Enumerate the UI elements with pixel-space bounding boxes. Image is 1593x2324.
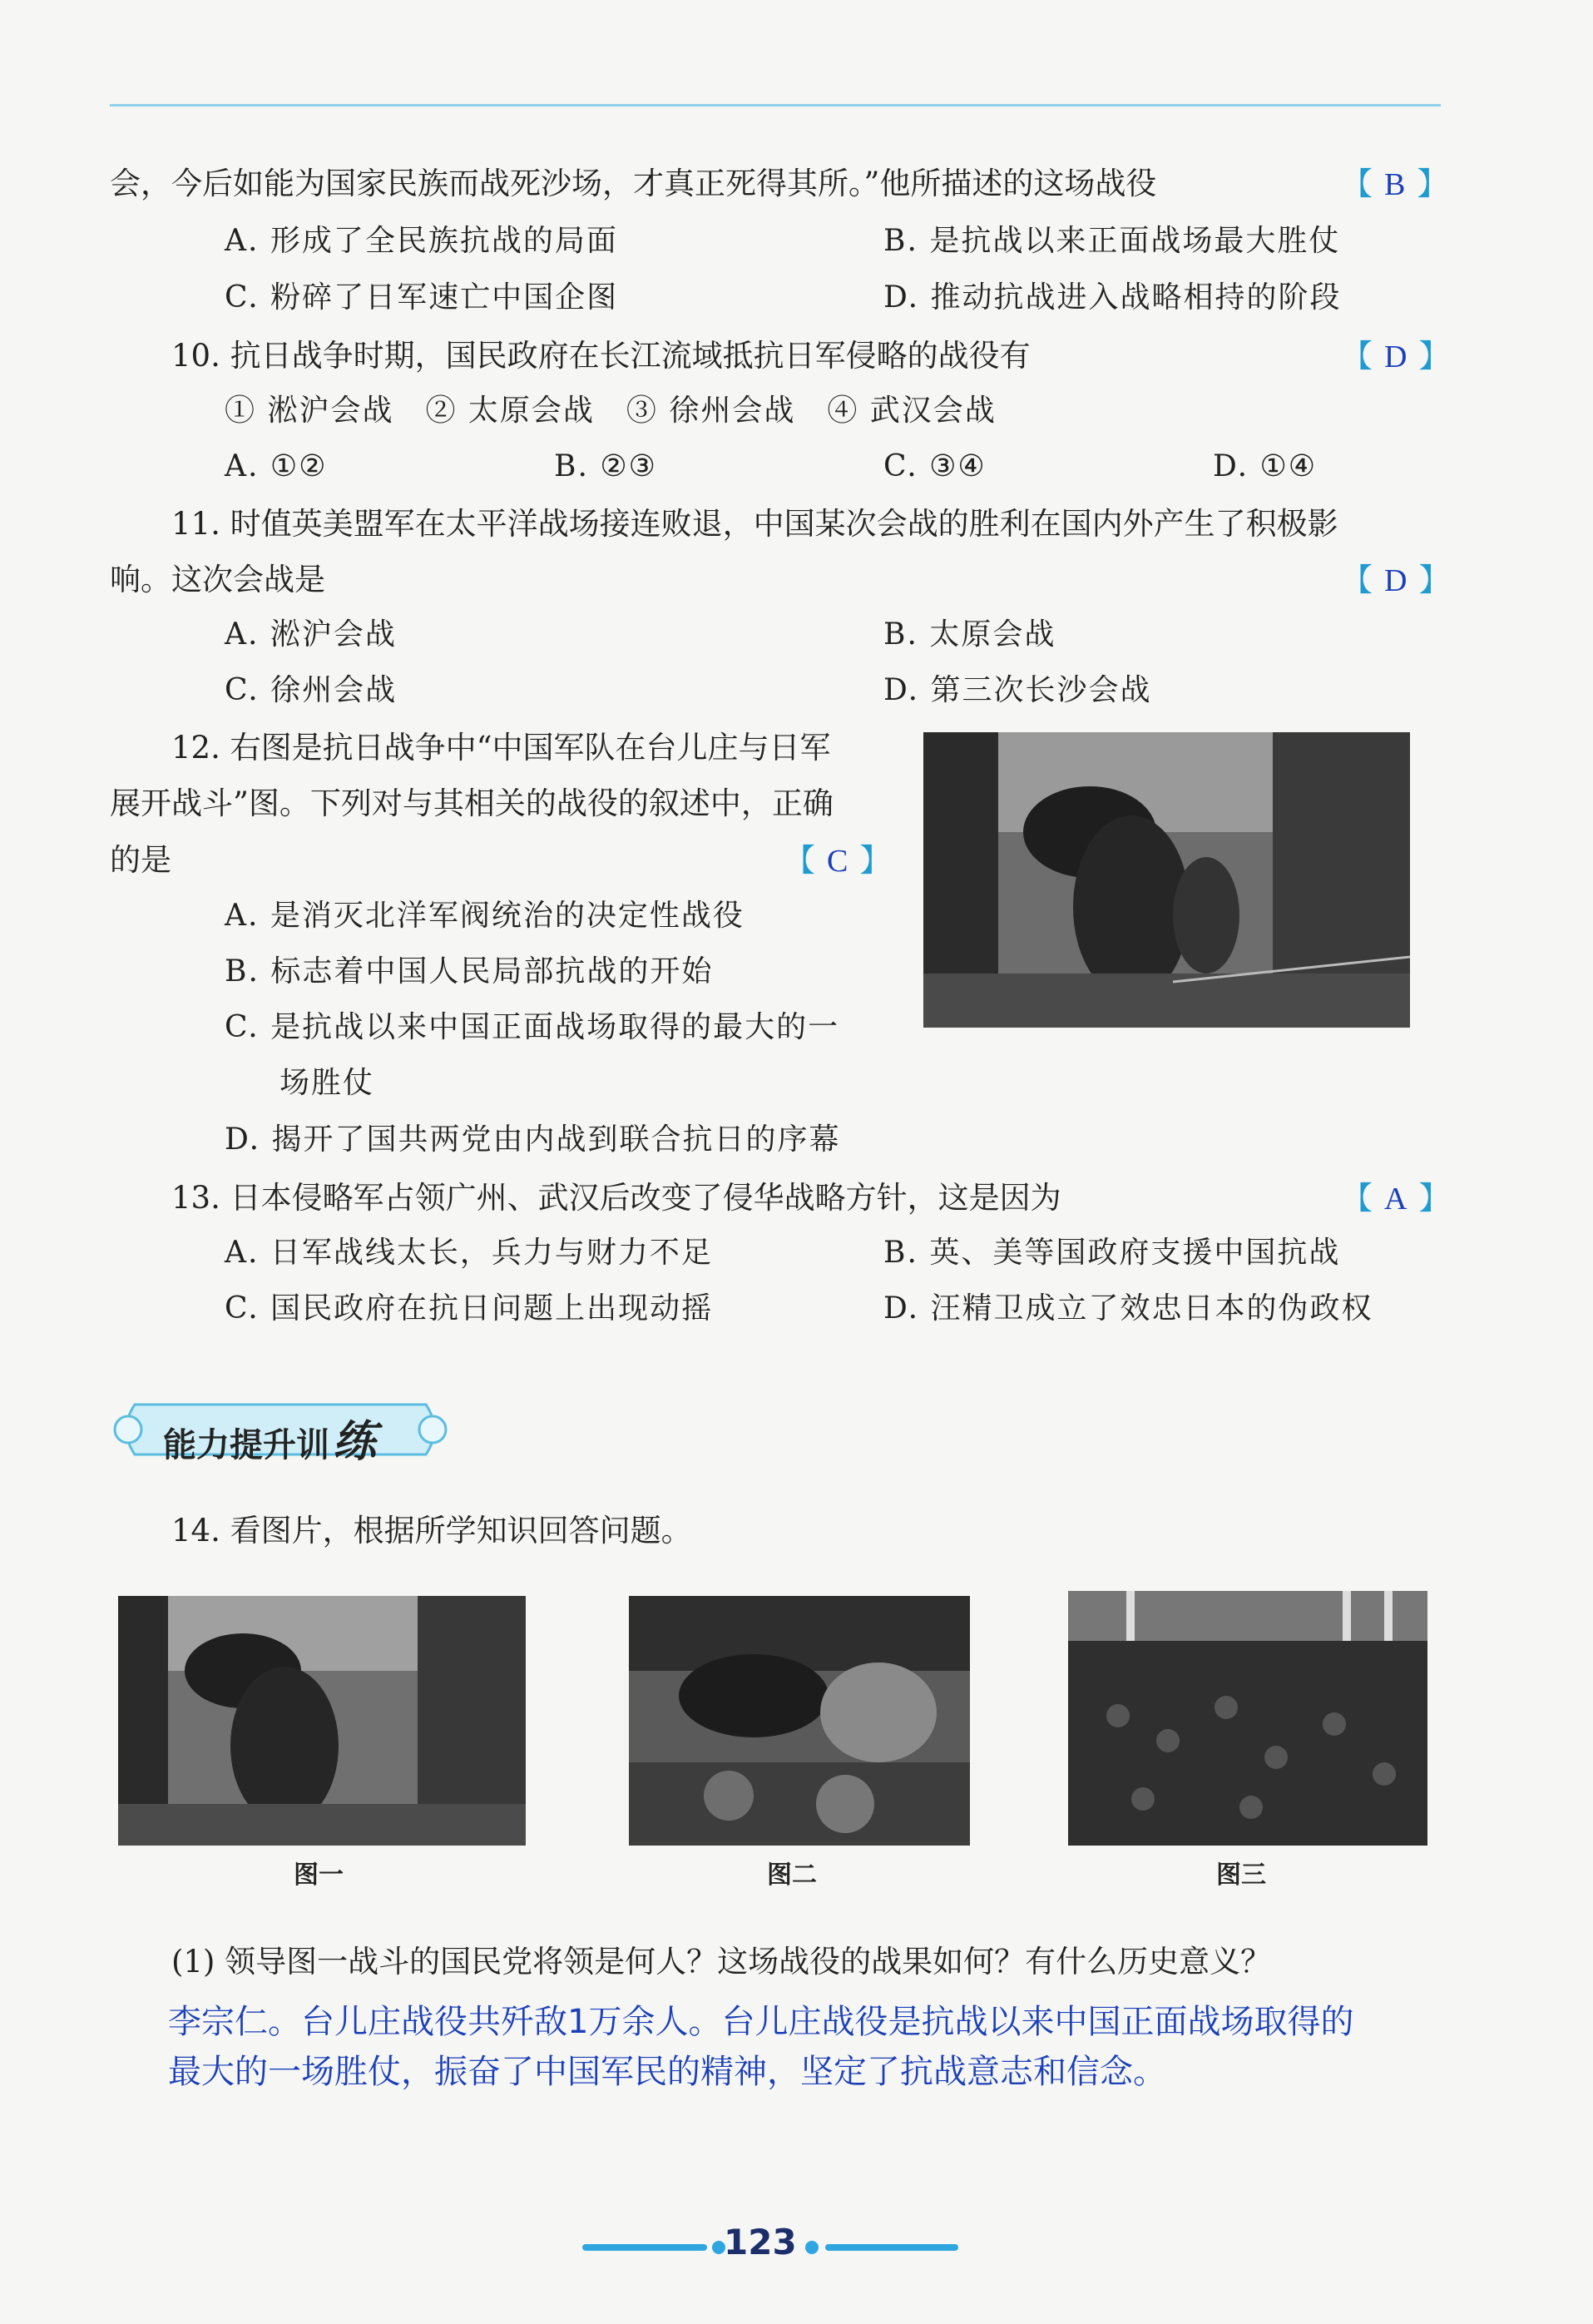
q12-option-c: C. 是抗战以来中国正面战场取得的最大的一 bbox=[225, 1010, 840, 1044]
q9-option-d: D. 推动抗战进入战略相持的阶段 bbox=[883, 280, 1342, 315]
q12-option-a: A. 是消灭北洋军阀统治的决定性战役 bbox=[225, 899, 745, 933]
q14-sub-question-1: (1) 领导图一战斗的国民党将领是何人？这场战役的战果如何？有什么历史意义？ bbox=[171, 1944, 1272, 1980]
q13-answer-letter: A bbox=[1384, 1182, 1407, 1217]
q9-stem-tail: 会，今后如能为国家民族而战死沙场，才真正死得其所。”他所描述的这场战役 bbox=[110, 166, 1157, 201]
q10-option-b: B. ②③ bbox=[554, 449, 657, 483]
q11-stem-line1: 11. 时值英美盟军在太平洋战场接连败退，中国某次会战的胜利在国内外产生了积极影 bbox=[171, 506, 1338, 542]
q13-option-b: B. 英、美等国政府支援中国抗战 bbox=[883, 1236, 1341, 1270]
q10-items: ① 淞沪会战 ② 太原会战 ③ 徐州会战 ④ 武汉会战 bbox=[225, 394, 997, 428]
footer-bar-right bbox=[825, 2244, 958, 2251]
q11-option-b: B. 太原会战 bbox=[883, 617, 1056, 652]
q10-answer: 【 D 】 bbox=[1341, 338, 1451, 374]
figure-1-caption: 图一 bbox=[294, 1861, 344, 1890]
q13-option-c: C. 国民政府在抗日问题上出现动摇 bbox=[225, 1291, 714, 1326]
section-title-main: 能力提升训 bbox=[163, 1426, 329, 1464]
q9-option-c: C. 粉碎了日军速亡中国企图 bbox=[225, 280, 619, 315]
q10-option-c: C. ③④ bbox=[883, 449, 987, 483]
q11-stem-line2: 响。这次会战是 bbox=[110, 562, 325, 597]
section-title bbox=[163, 1406, 376, 1469]
q12-option-d: D. 揭开了国共两党由内战到联合抗日的序幕 bbox=[225, 1122, 841, 1157]
q11-option-d: D. 第三次长沙会战 bbox=[883, 673, 1152, 707]
q13-stem: 13. 日本侵略军占领广州、武汉后改变了侵华战略方针，这是因为 bbox=[171, 1180, 1061, 1216]
q12-option-c-cont: 场胜仗 bbox=[280, 1066, 375, 1100]
q9-option-a: A. 形成了全民族抗战的局面 bbox=[225, 224, 618, 258]
q12-option-b: B. 标志着中国人民局部抗战的开始 bbox=[225, 954, 714, 989]
figure-2-photo bbox=[629, 1596, 970, 1846]
q12-stem-line2: 展开战斗”图。下列对与其相关的战役的叙述中，正确 bbox=[110, 785, 834, 821]
q13-answer: 【 A 】 bbox=[1341, 1180, 1451, 1217]
taierzhuang-battle-photo bbox=[923, 732, 1410, 1028]
q11-option-c: C. 徐州会战 bbox=[225, 673, 398, 707]
q11-answer: 【 D 】 bbox=[1341, 562, 1451, 598]
q13-option-a: A. 日军战线太长，兵力与财力不足 bbox=[225, 1236, 713, 1270]
q9-answer: 【 B 】 bbox=[1341, 166, 1449, 202]
q9-answer-letter: B bbox=[1384, 167, 1406, 202]
figure-3-photo bbox=[1068, 1591, 1427, 1846]
figure-3-caption: 图三 bbox=[1216, 1861, 1266, 1890]
q10-option-d: D. ①④ bbox=[1213, 449, 1318, 483]
page-number: 123 bbox=[724, 2222, 797, 2262]
q12-answer-letter: C bbox=[827, 844, 848, 879]
figure-1-photo bbox=[118, 1596, 526, 1846]
figure-2-caption: 图二 bbox=[767, 1861, 817, 1890]
q12-stem-line1: 12. 右图是抗日战争中“中国军队在台儿庄与日军 bbox=[171, 730, 831, 766]
footer-bar-left bbox=[582, 2244, 707, 2251]
q9-option-b: B. 是抗战以来正面战场最大胜仗 bbox=[883, 224, 1341, 258]
q10-option-a: A. ①② bbox=[225, 449, 328, 483]
q14-stem: 14. 看图片，根据所学知识回答问题。 bbox=[171, 1513, 692, 1549]
q11-answer-letter: D bbox=[1384, 563, 1407, 598]
q14-answer-line2: 最大的一场胜仗，振奋了中国军民的精神，坚定了抗战意志和信念。 bbox=[168, 2053, 1166, 2091]
q13-option-d: D. 汪精卫成立了效忠日本的伪政权 bbox=[883, 1291, 1373, 1326]
footer-dot-right bbox=[805, 2241, 819, 2254]
q12-answer: 【 C 】 bbox=[784, 842, 892, 879]
q10-stem: 10. 抗日战争时期，国民政府在长江流域抵抗日军侵略的战役有 bbox=[171, 338, 1031, 374]
header-rule bbox=[110, 104, 1441, 107]
q12-stem-line3: 的是 bbox=[110, 842, 171, 878]
q14-answer-line1: 李宗仁。台儿庄战役共歼敌1万余人。台儿庄战役是抗战以来中国正面战场取得的 bbox=[168, 2003, 1354, 2041]
q11-option-a: A. 淞沪会战 bbox=[225, 617, 397, 652]
q10-answer-letter: D bbox=[1384, 339, 1407, 374]
section-title-emphasis: 练 bbox=[333, 1416, 377, 1467]
